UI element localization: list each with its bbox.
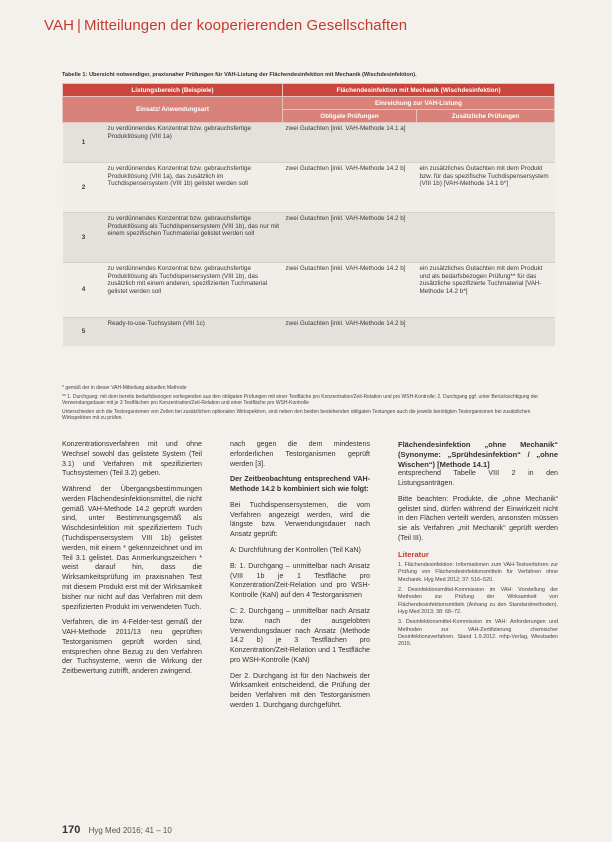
literature-heading: Literatur xyxy=(398,549,429,559)
footnote: Unterschieden sich die Testorganismen von Zeilen bei zusätzlichen optionalen Wirkspektren, sind neben den beiden bestehenden obligaten Testungen auch die jeweils benötigten Testorganismen bei zusätzlichen Wirkspektren mit zu prüfen. xyxy=(62,408,531,421)
row-zusatz xyxy=(417,123,555,163)
paragraph: Bei Tuchdispensersystemen, die vom Verfahren angezeigt werden, wird die längste bzw. Verwendungsdauer nach Ansatz geprüft: xyxy=(230,500,370,539)
brand-label: VAH xyxy=(44,17,75,34)
paragraph: Der Zeitbeobachtung entsprechend VAH-Methode 14.2 b kombiniert sich wie folgt: xyxy=(230,475,370,494)
paragraph: Bitte beachten: Produkte, die „ohne Mechanik“ gelistet sind, dürfen während der Einwirkzeit nicht in den Flächen verteilt werden, ansonsten müssen sie als Verfahren „mit Mechanik“ geprüft werden (Teil III). xyxy=(398,494,558,542)
footnote: * gemäß der in dieser VAH-Mitteilung aktuellen Methode xyxy=(62,385,187,391)
text-column-1 xyxy=(62,440,202,683)
table-row xyxy=(63,263,555,318)
head-flaechendesinfektion: Flächendesinfektion mit Mechanik (Wischdesinfektion) xyxy=(283,84,555,97)
page-header xyxy=(44,17,407,34)
head-zusatz: Zusätzliche Prüfungen xyxy=(417,110,555,123)
row-number: 4 xyxy=(63,263,105,318)
head-einreichung: Einreichung zur VAH-Listung xyxy=(283,97,555,110)
row-number: 2 xyxy=(63,163,105,213)
row-einsatz: zu verdünnendes Konzentrat bzw. gebrauchsfertige Produktlösung (VIII 1a), das zusätzlich im Tuchdispensersystem (VIII 1b) gelistet werden soll xyxy=(105,163,283,213)
head-obligat: Obligate Prüfungen xyxy=(283,110,417,123)
table-row xyxy=(63,318,555,346)
table-row xyxy=(63,213,555,263)
paragraph: Verfahren, die im 4-Felder-test gemäß der VAH-Methode 2011/13 neu geprüften Testorganismen geprüft worden sind, entsprechen ohne Bezug zu den Verfahren der Tuchsysteme, wenn die Wirkung der Zeitbewertung zutrifft, anderen zwingend. xyxy=(62,618,202,676)
row-zusatz: ein zusätzliches Gutachten mit dem Produkt und als bedarfsbezogen Prüfung** für das zusätzliche spezifizierte Tuchmaterial [VAH-Methode 14.2 b*] xyxy=(417,263,555,318)
table-row xyxy=(63,163,555,213)
paragraph: entsprechend Tabelle VIII 2 in den Listungsanträgen. xyxy=(398,469,558,488)
row-number: 3 xyxy=(63,213,105,263)
footnote: ** 1. Durchgang: mit dem bereits bedarfsbezogen vorliegenden aus den obligaten Prüfungen mit einer Testfläche pro Konzentration/Zeit-Relation und pro WSH-Kontrolle; 2. Durchgang ggf. unter Berücksichtigung der Verwendungsdauer mit je 3 Testflächen pro Konzentration/Zeit-Relation und einer Testfläche pro WSH-Kontrolle xyxy=(62,393,539,406)
row-obligat: zwei Gutachten [inkl. VAH-Methode 14.1 a] xyxy=(283,123,417,163)
paragraph: Während der Übergangsbestimmungen werden Flächendesinfektionsmittel, die nicht gemäß VAH-Methode 14.2 geprüft wurden sind, unter Bestimmungsgemäß als Wischdesinfektion mit spezifiziertem Tuch (Tuchdispensersystem VIII 1b) gelistet werden, mit einem * gekennzeichnet und im Teil 3.1 gelistet. Das Anmerkungszeichen * weist darauf hin, dass die Wirksamkeitsprüfung im praxisnahen Test mit diesem Produkt erst mit der Wirksamkeit bisher nur nicht auf das Verfahren mit dem spezifizierten Produkt im verwendeten Tuch. xyxy=(62,485,202,611)
row-obligat: zwei Gutachten [inkl. VAH-Methode 14.2 b] xyxy=(283,213,417,263)
paragraph: nach gegen die dem mindestens erforderlichen Testorganismen geprüft werden [3]. xyxy=(230,440,370,468)
table-footnotes xyxy=(62,385,552,424)
paragraph: A: Durchführung der Kontrollen (Teil KaN) xyxy=(230,546,361,555)
page-number: 170 xyxy=(62,824,81,836)
vah-table xyxy=(62,83,555,346)
table-row xyxy=(63,123,555,163)
page-footer xyxy=(62,824,172,836)
row-number: 5 xyxy=(63,318,105,346)
paragraph: B: 1. Durchgang – unmittelbar nach Ansatz (VIII 1b je 1 Testfläche pro Konzentration/Zeit-Relation und pro WSH-Kontrolle (KaN) auf den 4 Testorganismen xyxy=(230,561,370,600)
table-caption: Tabelle 1: Übersicht notwendiger, praxisnaher Prüfungen für VAH-Listung der Flächendesinfektion mit Mechanik (Wischdesinfektion). xyxy=(62,72,417,78)
row-obligat: zwei Gutachten [inkl. VAH-Methode 14.2 b] xyxy=(283,318,417,346)
header-title: Mitteilungen der kooperierenden Gesellschaften xyxy=(84,17,408,34)
section-heading: Flächendesinfektion „ohne Mechanik“ (Synonyme: „Sprühdesinfektion“ / „ohne Wischen“) [Methode 14.1] xyxy=(398,440,558,469)
literature-list xyxy=(398,562,558,648)
text-column-2 xyxy=(230,440,370,717)
literature-item: 3. Desinfektionsmittel-Kommission im VAH: Anforderungen und Methoden zur VAH-Zertifizierung chemischer Desinfektionsverfahren. Stand 1.9.2012. mhp-Verlag, Wiesbaden 2015. xyxy=(398,619,558,648)
literature-item: 1. Flächendesinfektion: Informationen zum VAH-Testverfahren zur Prüfung von Flächendesinfektionsmitteln für Verfahren ohne Mechanik. Hyg Med 2012; 37: 516–520. xyxy=(398,562,558,583)
paragraph: Der 2. Durchgang ist für den Nachweis der Wirksamkeit entscheidend, die Prüfung der beiden Verfahren mit den Testorganismen werden 1. Durchgang durchgeführt. xyxy=(230,671,370,709)
row-einsatz: zu verdünnendes Konzentrat bzw. gebrauchsfertige Produktlösung (VIII 1a) xyxy=(105,123,283,163)
row-obligat: zwei Gutachten [inkl. VAH-Methode 14.2 b] xyxy=(283,263,417,318)
head-listungsbereich: Listungsbereich (Beispiele) xyxy=(63,84,283,97)
text-column-3 xyxy=(398,440,558,651)
row-zusatz xyxy=(417,213,555,263)
row-zusatz: ein zusätzliches Gutachten mit dem Produkt bzw. für das spezifische Tuchdispensersystem (VIII 1b) [VAH-Methode 14.1 b*] xyxy=(417,163,555,213)
row-einsatz: Ready-to-use-Tuchsystem (VIII 1c) xyxy=(105,318,283,346)
paragraph: Konzentrationsverfahren mit und ohne Wechsel sowohl das gelistete System (Teil 3.1) und Verfahren mit spezifizierten Tuchsystemen (Teil 3.2) geben. xyxy=(62,440,202,478)
paragraph: C: 2. Durchgang – unmittelbar nach Ansatz bzw. nach der ausgelobten Verwendungsdauer nach Ansatz (Methode 14.2 b) je 3 Testflächen pro Konzentration/Zeit-Relation und 1 Testfläche pro WSH-Kontrolle (KaN) xyxy=(230,606,370,664)
literature-item: 2. Desinfektionsmittel-Kommission im VAH: Vorstellung der Methoden zur Prüfung der Wirksamkeit von Flächendesinfektionsmitteln (Anhang zu den Standardmethoden). Hyg Med 2013; 38: 68–72. xyxy=(398,587,558,615)
row-obligat: zwei Gutachten [inkl. VAH-Methode 14.2 b] xyxy=(283,163,417,213)
header-separator: | xyxy=(77,17,82,34)
row-zusatz xyxy=(417,318,555,346)
journal-citation: Hyg Med 2016; 41 – 10 xyxy=(88,826,172,835)
row-einsatz: zu verdünnendes Konzentrat bzw. gebrauchsfertige Produktlösung als Tuchdispensersystem (VIII 1b), das nur mit einem spezifischen Tuchmaterial gelistet werden soll xyxy=(105,213,283,263)
head-einsatz: Einsatz/ Anwendungsart xyxy=(63,97,283,123)
row-number: 1 xyxy=(63,123,105,163)
row-einsatz: zu verdünnendes Konzentrat bzw. gebrauchsfertige Produktlösung als Tuchdispensersystem (VIII 1b), das zusätzlich mit einem anderen, spezifizierten Tuchmaterial gelistet werden soll xyxy=(105,263,283,318)
